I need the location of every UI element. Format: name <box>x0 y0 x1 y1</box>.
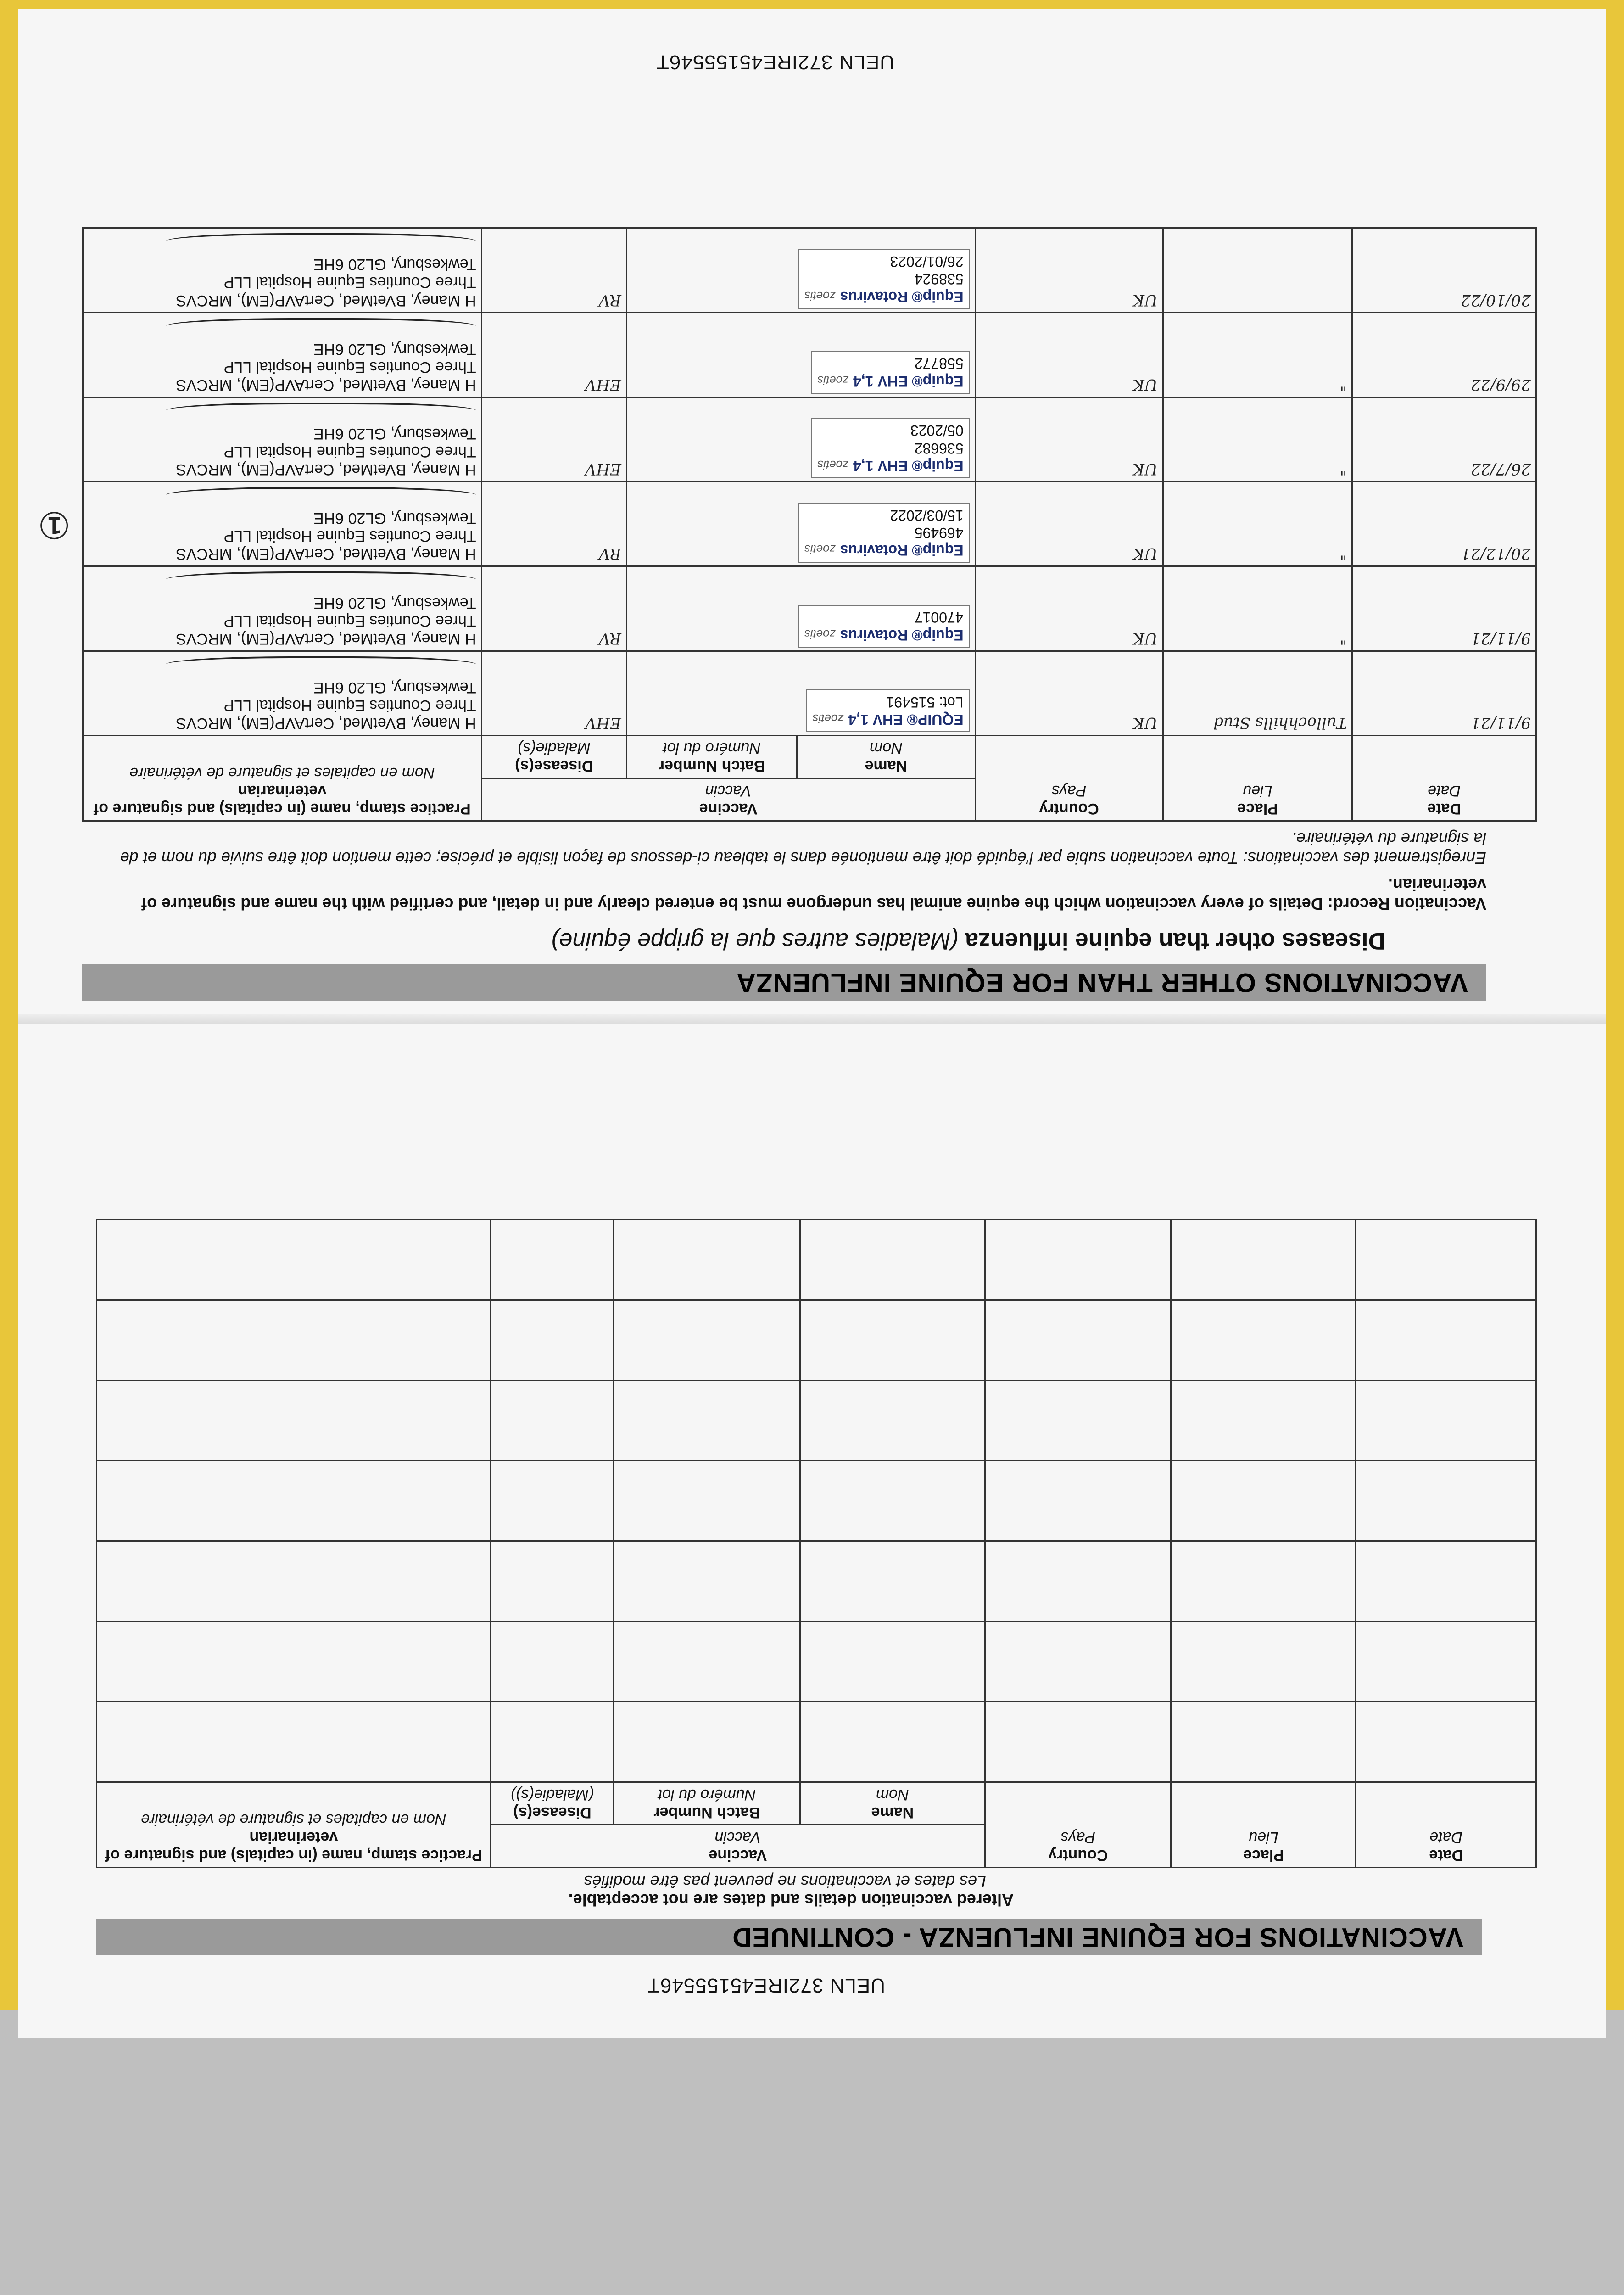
row-vet-stamp: H Maney, BVetMed, CertAVP(EM), MRCVS Three Counties Equine Hospital LLP Tewkesbury, GL20 6HE <box>83 313 482 397</box>
row-vet-stamp: H Maney, BVetMed, CertAVP(EM), MRCVS Three Counties Equine Hospital LLP Tewkesbury, GL20 6HE <box>83 566 482 651</box>
row-country: UK <box>975 228 1163 313</box>
row-country: UK <box>975 482 1163 566</box>
header-date: Date Date <box>1356 1782 1536 1868</box>
section-title: VACCINATIONS FOR EQUINE INFLUENZA - CONTINUED <box>96 1919 1482 1955</box>
row-disease: RV <box>481 228 626 313</box>
expiry: 15/03/2022 <box>890 507 964 524</box>
row-vaccine-label <box>626 482 975 566</box>
row-vaccine-label <box>626 397 975 481</box>
row-date: 9/11/21 <box>1352 566 1536 651</box>
vaccination-rows <box>83 228 1536 736</box>
ueln-number-bottom: UELN 372IRE45155546T <box>656 51 894 73</box>
row-date: 20/10/22 <box>1352 228 1536 313</box>
vaccine-name: Equip® EHV 1,4 <box>853 458 964 475</box>
row-vaccine-label <box>626 566 975 651</box>
vet-signature <box>166 571 476 592</box>
header-diseases: Disease(s) Maladie(s) <box>481 736 626 778</box>
margin-mark: ① <box>38 504 71 546</box>
header-country: Country Pays <box>975 736 1163 821</box>
table-row <box>97 1702 1536 1782</box>
ueln-number: UELN 372IRE45155546T <box>647 1974 885 1997</box>
vaccine-name: Equip® Rotavirus <box>840 627 964 644</box>
header-place: Place Lieu <box>1163 736 1352 821</box>
header-batch: Batch Number Numéro du lot <box>614 1782 800 1825</box>
record-note: Vaccination Record: Details of every vaccination which the equine animal has undergone must be entered clearly and in detail, and certified with the name and signature of veterinarian. <box>141 875 1486 913</box>
altered-note: Altered vaccination details and dates are not acceptable. <box>568 1891 1014 1909</box>
page-other-vaccinations <box>18 9 1606 1014</box>
batch-number: 538924 <box>914 271 964 288</box>
record-note-fr: Enregistrement des vaccinations: Toute vaccination subie par l'équidé doit être mentionée dans le tableau ci-dessous de façon lisible et précise; cette mention doit être suivie du nom et de la signature du vétérinaire. <box>120 829 1486 868</box>
table-row <box>97 1622 1536 1702</box>
zoetis-logo: zoetis <box>817 373 849 387</box>
header-country: Country Pays <box>985 1782 1171 1868</box>
row-place: " <box>1163 313 1352 397</box>
header-name: Name Nom <box>797 736 975 778</box>
batch-number: 558772 <box>914 355 964 372</box>
header-vaccine: Vaccine Vaccin <box>491 1825 985 1868</box>
header-row <box>83 778 1536 821</box>
batch-number: 470017 <box>914 609 964 626</box>
row-country: UK <box>975 651 1163 735</box>
row-place: " <box>1163 566 1352 651</box>
row-vet-stamp: H Maney, BVetMed, CertAVP(EM), MRCVS Three Counties Equine Hospital LLP Tewkesbury, GL20 6HE <box>83 651 482 735</box>
table-row <box>83 482 1536 566</box>
subtitle: Diseases other than equine influenza (Maladies autres que la grippe équine) <box>551 928 1385 954</box>
vet-signature <box>166 318 476 338</box>
vaccine-name: Equip® Rotavirus <box>840 288 964 305</box>
section-title-other: VACCINATIONS OTHER THAN FOR EQUINE INFLUENZA <box>82 964 1486 1001</box>
header-diseases: Disease(s) (Maladie(s)) <box>491 1782 614 1825</box>
table-row <box>97 1541 1536 1622</box>
other-vaccinations-table <box>82 227 1537 822</box>
row-vaccine-label <box>626 228 975 313</box>
row-date: 26/7/22 <box>1352 397 1536 481</box>
row-disease: RV <box>481 566 626 651</box>
row-vet-stamp: H Maney, BVetMed, CertAVP(EM), MRCVS Three Counties Equine Hospital LLP Tewkesbury, GL20 6HE <box>83 397 482 481</box>
vaccine-name: Equip® Rotavirus <box>840 542 964 559</box>
vet-signature <box>166 403 476 423</box>
zoetis-logo: zoetis <box>812 712 844 726</box>
vaccine-name: EQUIP® EHV 1,4 <box>848 711 964 728</box>
row-place: " <box>1163 397 1352 481</box>
row-vaccine-label <box>626 313 975 397</box>
row-country: UK <box>975 566 1163 651</box>
row-country: UK <box>975 397 1163 481</box>
header-place: Place Lieu <box>1171 1782 1356 1868</box>
row-date: 20/12/21 <box>1352 482 1536 566</box>
expiry: 26/01/2023 <box>890 253 964 270</box>
expiry: 05/2023 <box>910 422 964 439</box>
table-row <box>83 313 1536 397</box>
row-disease: RV <box>481 482 626 566</box>
table-row <box>97 1461 1536 1541</box>
scanner-background <box>0 2010 1624 2295</box>
header-vet: Practice stamp, name (in capitals) and signature of veterinarian Nom en capitales et signature de vétérinaire <box>97 1782 491 1868</box>
table-row <box>97 1381 1536 1461</box>
row-country: UK <box>975 313 1163 397</box>
row-place: " <box>1163 482 1352 566</box>
vet-signature <box>166 233 476 253</box>
row-date: 29/9/22 <box>1352 313 1536 397</box>
row-place <box>1163 228 1352 313</box>
vet-signature <box>166 656 476 677</box>
table-row <box>83 651 1536 735</box>
row-disease: EHV <box>481 397 626 481</box>
zoetis-logo: zoetis <box>804 627 836 641</box>
batch-number: 536682 <box>914 440 964 457</box>
table-row <box>97 1300 1536 1381</box>
row-disease: EHV <box>481 313 626 397</box>
batch-number: 469495 <box>914 525 964 542</box>
influenza-table <box>96 1219 1537 1868</box>
vet-signature <box>166 487 476 507</box>
table-row <box>83 566 1536 651</box>
header-row <box>97 1825 1536 1868</box>
header-batch: Batch Number Numéro du lot <box>626 736 797 778</box>
row-vet-stamp: H Maney, BVetMed, CertAVP(EM), MRCVS Three Counties Equine Hospital LLP Tewkesbury, GL20 6HE <box>83 228 482 313</box>
header-vet: Practice stamp, name (in capitals) and signature of veterinarian Nom en capitales et signature de vétérinaire <box>83 736 482 821</box>
zoetis-logo: zoetis <box>804 543 836 557</box>
zoetis-logo: zoetis <box>804 289 836 303</box>
table-row <box>83 397 1536 481</box>
altered-note-fr: Les dates et vaccinations ne peuvent pas être modifiés <box>584 1872 986 1891</box>
row-vet-stamp: H Maney, BVetMed, CertAVP(EM), MRCVS Three Counties Equine Hospital LLP Tewkesbury, GL20 6HE <box>83 482 482 566</box>
header-vaccine: Vaccine Vaccin <box>481 778 975 821</box>
table-row <box>83 228 1536 313</box>
zoetis-logo: zoetis <box>817 458 849 472</box>
row-date: 9/11/21 <box>1352 651 1536 735</box>
header-name: Name Nom <box>800 1782 985 1825</box>
row-disease: EHV <box>481 651 626 735</box>
row-place: Tullochhills Stud <box>1163 651 1352 735</box>
vaccine-name: Equip® EHV 1,4 <box>853 373 964 390</box>
table-row <box>97 1220 1536 1300</box>
header-date: Date Date <box>1352 736 1536 821</box>
row-vaccine-label <box>626 651 975 735</box>
batch-number: Lot: 515491 <box>886 694 964 711</box>
